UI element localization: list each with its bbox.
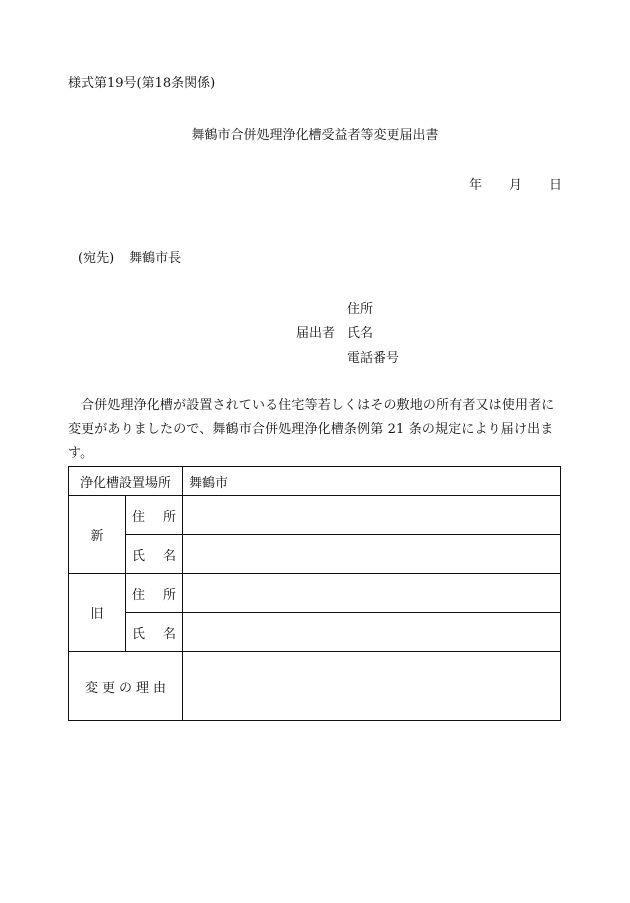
- addressee-label: (宛先): [78, 251, 115, 266]
- old-group-label: 旧: [69, 574, 126, 652]
- notifier-address-label: 住所: [347, 302, 374, 317]
- date-month-label: 月: [509, 178, 523, 193]
- label-char: 更: [101, 680, 115, 696]
- label-char: 名: [162, 548, 176, 564]
- label-char: 住: [132, 587, 146, 603]
- notifier-name-label: 氏名: [347, 326, 374, 341]
- location-value[interactable]: 舞鶴市: [183, 467, 561, 496]
- table-row-new-name: [69, 535, 561, 574]
- old-address-value[interactable]: [183, 574, 561, 613]
- old-name-value[interactable]: [183, 613, 561, 652]
- label-char: 名: [162, 626, 176, 642]
- label-char: 変: [84, 680, 98, 696]
- table-row-new-address: [69, 496, 561, 535]
- new-address-value[interactable]: [183, 496, 561, 535]
- label-char: 所: [162, 509, 176, 525]
- label-char: 氏: [132, 548, 146, 564]
- table-row-old-name: [69, 613, 561, 652]
- notifier-label: 届出者: [296, 326, 336, 341]
- document-title: 舞鶴市合併処理浄化槽受益者等変更届出書: [191, 128, 439, 143]
- label-char: 所: [162, 587, 176, 603]
- table-row-old-address: [69, 574, 561, 613]
- old-name-label: [126, 613, 183, 652]
- new-name-label: [126, 535, 183, 574]
- location-label: 浄化槽設置場所: [69, 467, 183, 496]
- label-char: 由: [153, 680, 167, 696]
- form-number: 様式第19号(第18条関係): [68, 76, 216, 91]
- new-address-label: [126, 496, 183, 535]
- body-text: 合併処理浄化槽が設置されている住宅等若しくはその敷地の所有者又は使用者に変更がありましたので、舞鶴市合併処理浄化槽条例第 21 条の規定により届け出ます。: [68, 398, 555, 461]
- addressee: [78, 247, 181, 266]
- date-day-label: 日: [549, 178, 563, 193]
- reason-value[interactable]: [183, 652, 561, 721]
- change-form-table: [68, 466, 561, 721]
- date-year-label: 年: [469, 178, 483, 193]
- notifier-phone-label: 電話番号: [347, 351, 400, 366]
- label-char: の: [118, 680, 132, 696]
- label-char: 理: [136, 680, 150, 696]
- new-name-value[interactable]: [183, 535, 561, 574]
- new-group-label: 新: [69, 496, 126, 574]
- label-char: 氏: [132, 626, 146, 642]
- table-row-location: [69, 467, 561, 496]
- old-address-label: [126, 574, 183, 613]
- addressee-value: 舞鶴市長: [129, 251, 182, 266]
- label-char: 住: [132, 509, 146, 525]
- table-row-reason: [69, 652, 561, 721]
- reason-label: [69, 652, 183, 721]
